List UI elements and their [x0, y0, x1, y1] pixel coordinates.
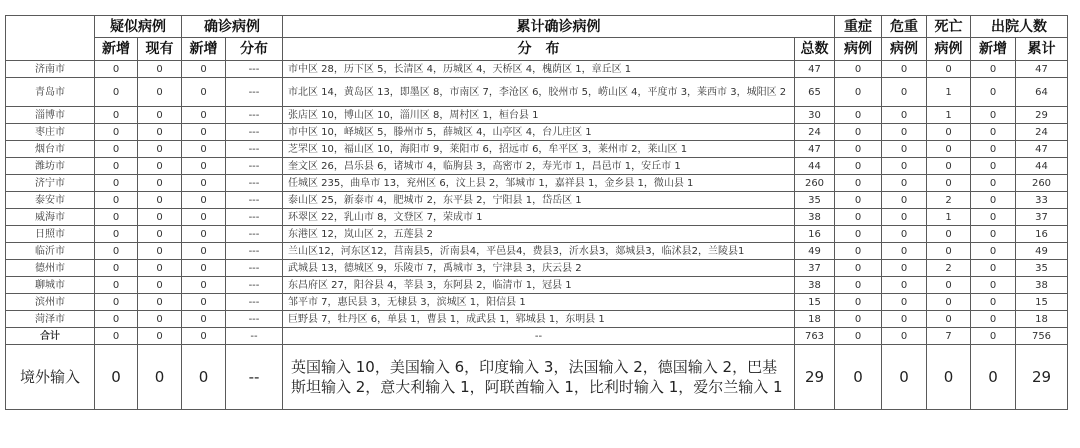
cell-conf-new: 0	[182, 294, 226, 311]
cell-total: 24	[795, 124, 835, 141]
cell-disc-new: 0	[971, 78, 1016, 107]
overseas-disc-new: 0	[971, 345, 1016, 410]
cell-dist: 环翠区 22，乳山市 8，文登区 7，荣成市 1	[283, 209, 795, 226]
table-row	[6, 78, 1068, 107]
cell-susp-new: 0	[95, 192, 138, 209]
header-discharged-new: 新增	[971, 38, 1016, 61]
cell-disc-new: 0	[971, 192, 1016, 209]
table-row	[6, 243, 1068, 260]
cell-severe: 0	[835, 141, 882, 158]
cell-conf-new: 0	[182, 311, 226, 328]
table-row	[6, 124, 1068, 141]
cell-dist: 市中区 10，峄城区 5，滕州市 5，薛城区 4，山亭区 4，台儿庄区 1	[283, 124, 795, 141]
cell-susp-exist: 0	[138, 78, 182, 107]
cell-death: 1	[927, 78, 971, 107]
cell-severe: 0	[835, 226, 882, 243]
cell-conf-new: 0	[182, 192, 226, 209]
cell-death: 0	[927, 226, 971, 243]
cell-susp-exist: 0	[138, 260, 182, 277]
cell-dist: 奎文区 26，昌乐县 6，诸城市 4，临朐县 3，高密市 2，寿光市 1，昌邑市 1，安丘市 1	[283, 158, 795, 175]
table-row	[6, 260, 1068, 277]
cell-disc-cum: 64	[1016, 78, 1068, 107]
cell-susp-new: 0	[95, 158, 138, 175]
cell-total: 15	[795, 294, 835, 311]
header-confirmed-distribution: 分布	[226, 38, 283, 61]
cell-susp-exist: 0	[138, 107, 182, 124]
cell-disc-cum: 18	[1016, 311, 1068, 328]
cell-critical: 0	[882, 141, 927, 158]
cell-critical: 0	[882, 175, 927, 192]
cell-susp-exist: 0	[138, 175, 182, 192]
cell-severe: 0	[835, 107, 882, 124]
cell-disc-cum: 35	[1016, 260, 1068, 277]
cell-disc-cum: 33	[1016, 192, 1068, 209]
cell-susp-new: 0	[95, 107, 138, 124]
cell-susp-new: 0	[95, 311, 138, 328]
header-confirmed-new: 新增	[182, 38, 226, 61]
total-conf-dist: --	[226, 328, 283, 345]
cell-total: 38	[795, 277, 835, 294]
cell-disc-cum: 260	[1016, 175, 1068, 192]
cell-total: 37	[795, 260, 835, 277]
cell-death: 0	[927, 158, 971, 175]
cell-death: 2	[927, 192, 971, 209]
header-discharged-cumulative: 累计	[1016, 38, 1068, 61]
header-row-1	[6, 16, 1068, 38]
cell-disc-new: 0	[971, 158, 1016, 175]
case-table-container	[5, 15, 1068, 410]
cell-conf-dist: ---	[226, 226, 283, 243]
cell-city: 泰安市	[6, 192, 95, 209]
cell-susp-exist: 0	[138, 311, 182, 328]
table-row	[6, 209, 1068, 226]
total-critical: 0	[882, 328, 927, 345]
cell-city: 青岛市	[6, 78, 95, 107]
table-row	[6, 175, 1068, 192]
cell-disc-new: 0	[971, 311, 1016, 328]
cell-death: 0	[927, 294, 971, 311]
cell-susp-exist: 0	[138, 61, 182, 78]
header-suspected-new: 新增	[95, 38, 138, 61]
cell-disc-cum: 44	[1016, 158, 1068, 175]
cell-susp-new: 0	[95, 209, 138, 226]
cell-dist: 芝罘区 10，福山区 10，海阳市 9，莱阳市 6，招远市 6，牟平区 3，莱州市 2，莱山区 1	[283, 141, 795, 158]
total-row	[6, 328, 1068, 345]
header-cumulative-distribution: 分 布	[283, 38, 795, 61]
total-dist: --	[283, 328, 795, 345]
cell-total: 47	[795, 141, 835, 158]
cell-conf-new: 0	[182, 78, 226, 107]
cell-disc-cum: 29	[1016, 107, 1068, 124]
cell-death: 0	[927, 141, 971, 158]
cell-susp-exist: 0	[138, 277, 182, 294]
cell-dist: 市北区 14，黄岛区 13，即墨区 8，市南区 7，李沧区 6，胶州市 5，崂山区 4，平度市 3，莱西市 3，城阳区 2	[283, 78, 795, 107]
cell-disc-cum: 24	[1016, 124, 1068, 141]
cell-city: 滨州市	[6, 294, 95, 311]
cell-conf-dist: ---	[226, 124, 283, 141]
header-suspected: 疑似病例	[95, 16, 182, 38]
cell-critical: 0	[882, 124, 927, 141]
cell-dist: 兰山区12，河东区12，莒南县5，沂南县4，平邑县4，费县3，沂水县3，郯城县3，临沭县2，兰陵县1	[283, 243, 795, 260]
cell-city: 枣庄市	[6, 124, 95, 141]
cell-conf-dist: ---	[226, 175, 283, 192]
table-row	[6, 311, 1068, 328]
header-discharged: 出院人数	[971, 16, 1068, 38]
cell-susp-exist: 0	[138, 141, 182, 158]
cell-death: 0	[927, 124, 971, 141]
cell-severe: 0	[835, 243, 882, 260]
cell-susp-new: 0	[95, 141, 138, 158]
cell-susp-new: 0	[95, 277, 138, 294]
cell-dist: 泰山区 25，新泰市 4，肥城市 2，东平县 2，宁阳县 1，岱岳区 1	[283, 192, 795, 209]
cell-dist: 巨野县 7，牡丹区 6，单县 1，曹县 1，成武县 1，郓城县 1，东明县 1	[283, 311, 795, 328]
cell-conf-new: 0	[182, 260, 226, 277]
cell-dist: 邹平市 7，惠民县 3，无棣县 3，滨城区 1，阳信县 1	[283, 294, 795, 311]
cell-death: 2	[927, 260, 971, 277]
cell-severe: 0	[835, 311, 882, 328]
cell-susp-new: 0	[95, 61, 138, 78]
cell-disc-cum: 15	[1016, 294, 1068, 311]
total-death: 7	[927, 328, 971, 345]
overseas-dist: 英国输入 10，美国输入 6，印度输入 3，法国输入 2，德国输入 2，巴基斯坦输入 2，意大利输入 1，阿联酋输入 1，比利时输入 1，爱尔兰输入 1	[283, 345, 795, 410]
cell-conf-new: 0	[182, 226, 226, 243]
cell-critical: 0	[882, 260, 927, 277]
cell-dist: 张店区 10，博山区 10，淄川区 8，周村区 1，桓台县 1	[283, 107, 795, 124]
cell-severe: 0	[835, 260, 882, 277]
table-row	[6, 226, 1068, 243]
cell-death: 0	[927, 277, 971, 294]
cell-city: 临沂市	[6, 243, 95, 260]
cell-susp-exist: 0	[138, 209, 182, 226]
overseas-severe: 0	[835, 345, 882, 410]
cell-death: 1	[927, 107, 971, 124]
header-row-2	[6, 38, 1068, 61]
header-death-bottom: 病例	[927, 38, 971, 61]
total-total: 763	[795, 328, 835, 345]
cell-dist: 武城县 13，德城区 9，乐陵市 7，禹城市 3，宁津县 3，庆云县 2	[283, 260, 795, 277]
cell-dist: 任城区 235，曲阜市 13，兖州区 6，汶上县 2，邹城市 1，嘉祥县 1，金乡县 1，微山县 1	[283, 175, 795, 192]
cell-total: 16	[795, 226, 835, 243]
overseas-total: 29	[795, 345, 835, 410]
total-susp-new: 0	[95, 328, 138, 345]
cell-critical: 0	[882, 158, 927, 175]
cell-susp-new: 0	[95, 78, 138, 107]
cell-disc-new: 0	[971, 260, 1016, 277]
cell-dist: 东港区 12，岚山区 2，五莲县 2	[283, 226, 795, 243]
cell-critical: 0	[882, 243, 927, 260]
cell-critical: 0	[882, 209, 927, 226]
cell-disc-cum: 38	[1016, 277, 1068, 294]
table-row	[6, 192, 1068, 209]
cell-total: 18	[795, 311, 835, 328]
cell-death: 1	[927, 209, 971, 226]
header-city	[6, 16, 95, 61]
table-body	[6, 61, 1068, 328]
cell-total: 47	[795, 61, 835, 78]
cell-death: 0	[927, 311, 971, 328]
cell-conf-new: 0	[182, 107, 226, 124]
cell-total: 30	[795, 107, 835, 124]
cell-city: 聊城市	[6, 277, 95, 294]
cell-city: 济宁市	[6, 175, 95, 192]
overseas-label: 境外输入	[6, 345, 95, 410]
cell-susp-new: 0	[95, 294, 138, 311]
cell-dist: 市中区 28，历下区 5，长清区 4，历城区 4，天桥区 4，槐荫区 1，章丘区 1	[283, 61, 795, 78]
cell-dist: 东昌府区 27，阳谷县 4，莘县 3，东阿县 2，临清市 1，冠县 1	[283, 277, 795, 294]
cell-death: 0	[927, 175, 971, 192]
cell-disc-new: 0	[971, 294, 1016, 311]
total-conf-new: 0	[182, 328, 226, 345]
cell-disc-new: 0	[971, 226, 1016, 243]
cell-city: 济南市	[6, 61, 95, 78]
cell-conf-dist: ---	[226, 78, 283, 107]
cell-susp-exist: 0	[138, 124, 182, 141]
header-confirmed: 确诊病例	[182, 16, 283, 38]
cell-conf-dist: ---	[226, 61, 283, 78]
header-severe-bottom: 病例	[835, 38, 882, 61]
cell-severe: 0	[835, 124, 882, 141]
table-row	[6, 141, 1068, 158]
table-row	[6, 107, 1068, 124]
cell-city: 菏泽市	[6, 311, 95, 328]
cell-city: 德州市	[6, 260, 95, 277]
cell-disc-new: 0	[971, 243, 1016, 260]
cell-severe: 0	[835, 61, 882, 78]
cell-conf-dist: ---	[226, 311, 283, 328]
cell-total: 260	[795, 175, 835, 192]
cell-conf-dist: ---	[226, 243, 283, 260]
cell-severe: 0	[835, 175, 882, 192]
cell-city: 威海市	[6, 209, 95, 226]
cell-critical: 0	[882, 226, 927, 243]
cell-conf-new: 0	[182, 124, 226, 141]
total-disc-new: 0	[971, 328, 1016, 345]
cell-conf-new: 0	[182, 175, 226, 192]
cell-susp-exist: 0	[138, 243, 182, 260]
cell-conf-dist: ---	[226, 277, 283, 294]
overseas-disc-cum: 29	[1016, 345, 1068, 410]
cell-conf-new: 0	[182, 61, 226, 78]
cell-critical: 0	[882, 192, 927, 209]
cell-city: 日照市	[6, 226, 95, 243]
cell-severe: 0	[835, 277, 882, 294]
cell-disc-new: 0	[971, 277, 1016, 294]
cell-conf-new: 0	[182, 141, 226, 158]
cell-city: 淄博市	[6, 107, 95, 124]
overseas-susp-new: 0	[95, 345, 138, 410]
cell-total: 44	[795, 158, 835, 175]
cell-susp-exist: 0	[138, 192, 182, 209]
cell-disc-cum: 49	[1016, 243, 1068, 260]
cell-total: 65	[795, 78, 835, 107]
cell-susp-exist: 0	[138, 294, 182, 311]
overseas-critical: 0	[882, 345, 927, 410]
cell-conf-dist: ---	[226, 141, 283, 158]
cell-critical: 0	[882, 294, 927, 311]
header-severe-top: 重症	[835, 16, 882, 38]
cell-disc-new: 0	[971, 209, 1016, 226]
cell-disc-cum: 47	[1016, 61, 1068, 78]
overseas-row	[6, 345, 1068, 410]
cell-susp-new: 0	[95, 124, 138, 141]
cell-total: 38	[795, 209, 835, 226]
case-statistics-table	[5, 15, 1068, 410]
cell-conf-dist: ---	[226, 192, 283, 209]
cell-city: 烟台市	[6, 141, 95, 158]
cell-conf-dist: ---	[226, 260, 283, 277]
cell-conf-dist: ---	[226, 107, 283, 124]
cell-disc-cum: 47	[1016, 141, 1068, 158]
cell-severe: 0	[835, 192, 882, 209]
total-susp-exist: 0	[138, 328, 182, 345]
overseas-death: 0	[927, 345, 971, 410]
table-row	[6, 277, 1068, 294]
cell-susp-exist: 0	[138, 158, 182, 175]
cell-total: 49	[795, 243, 835, 260]
cell-conf-new: 0	[182, 277, 226, 294]
cell-disc-new: 0	[971, 175, 1016, 192]
cell-susp-new: 0	[95, 175, 138, 192]
header-cumulative: 累计确诊病例	[283, 16, 835, 38]
cell-critical: 0	[882, 311, 927, 328]
table-row	[6, 61, 1068, 78]
header-total: 总数	[795, 38, 835, 61]
overseas-conf-new: 0	[182, 345, 226, 410]
total-label: 合计	[6, 328, 95, 345]
cell-severe: 0	[835, 158, 882, 175]
cell-death: 0	[927, 243, 971, 260]
cell-total: 35	[795, 192, 835, 209]
cell-susp-new: 0	[95, 243, 138, 260]
header-critical-top: 危重	[882, 16, 927, 38]
cell-disc-new: 0	[971, 107, 1016, 124]
total-severe: 0	[835, 328, 882, 345]
cell-conf-dist: ---	[226, 158, 283, 175]
header-death-top: 死亡	[927, 16, 971, 38]
overseas-susp-exist: 0	[138, 345, 182, 410]
cell-disc-new: 0	[971, 141, 1016, 158]
total-disc-cum: 756	[1016, 328, 1068, 345]
overseas-conf-dist: --	[226, 345, 283, 410]
cell-severe: 0	[835, 78, 882, 107]
cell-critical: 0	[882, 107, 927, 124]
cell-critical: 0	[882, 78, 927, 107]
cell-conf-new: 0	[182, 158, 226, 175]
cell-susp-exist: 0	[138, 226, 182, 243]
cell-conf-new: 0	[182, 243, 226, 260]
header-critical-bottom: 病例	[882, 38, 927, 61]
cell-death: 0	[927, 61, 971, 78]
header-suspected-existing: 现有	[138, 38, 182, 61]
cell-critical: 0	[882, 277, 927, 294]
cell-disc-cum: 37	[1016, 209, 1068, 226]
cell-susp-new: 0	[95, 226, 138, 243]
cell-severe: 0	[835, 209, 882, 226]
cell-disc-new: 0	[971, 124, 1016, 141]
cell-conf-dist: ---	[226, 209, 283, 226]
table-row	[6, 158, 1068, 175]
cell-conf-new: 0	[182, 209, 226, 226]
cell-disc-new: 0	[971, 61, 1016, 78]
cell-severe: 0	[835, 294, 882, 311]
cell-conf-dist: ---	[226, 294, 283, 311]
cell-susp-new: 0	[95, 260, 138, 277]
cell-city: 潍坊市	[6, 158, 95, 175]
table-row	[6, 294, 1068, 311]
cell-disc-cum: 16	[1016, 226, 1068, 243]
cell-critical: 0	[882, 61, 927, 78]
